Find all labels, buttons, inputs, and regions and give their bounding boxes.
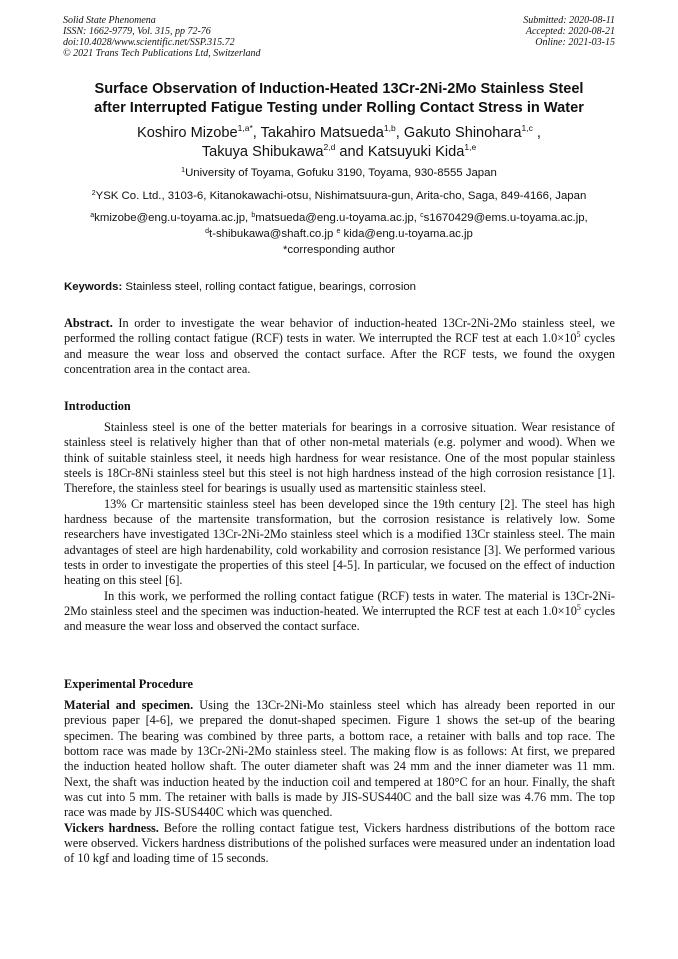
aff-sup: 2 bbox=[91, 190, 96, 197]
material-specimen-label: Material and specimen. bbox=[64, 698, 194, 712]
doi[interactable]: doi:10.4028/www.scientific.net/SSP.315.72 bbox=[63, 37, 235, 48]
intro-p3-text-cont: cycles and measure the wear loss and observed the contact surface. bbox=[64, 604, 615, 634]
email-link[interactable]: t-shibukawa@shaft.co.jp bbox=[209, 228, 337, 240]
author-sup: 1,a* bbox=[237, 123, 253, 133]
author-name: Takahiro Matsueda bbox=[260, 125, 384, 141]
material-specimen-text: Using the 13Cr-2Ni-Mo stainless steel which has already been reported in our previous paper [4-6], we prepared the donut-shaped specimen. Figure 1 shows the set-up of the bearing specimen. The bearing was combined by three parts, a bottom race, a retainer with balls and top race. The bottom race was made by 13Cr-2Ni-2Mo stainless steel. The making flow is as follows: At first, we prepared the induction heated hollow shaft. The outer diameter shaft was 24 mm and the inner diameter was 11 mm. Next, the shaft was induction heated by the induction coil and tempered at 180°C for an hour. Finally, the shaft was cut into 5 mm. The retainer with balls is made by JIS-SUS440C and the ball size was 4.76 mm. The top race was made by JIS-SUS440C which was quenched. bbox=[64, 698, 616, 820]
aff-sup: 1 bbox=[181, 167, 186, 174]
abstract-exponent: 5 bbox=[576, 330, 581, 340]
author-name: Katsuyuki Kida bbox=[367, 144, 465, 160]
abstract-label: Abstract. bbox=[64, 316, 113, 330]
abstract-text-cont: cycles and measure the wear loss and observed the contact surface. After the RCF tests, we found the oxygen concentration area in the contact area. bbox=[64, 331, 615, 377]
intro-paragraph-3 bbox=[64, 589, 615, 635]
keywords-label: Keywords: bbox=[64, 281, 123, 293]
material-specimen-paragraph bbox=[64, 698, 615, 821]
vickers-text: Before the rolling contact fatigue test, Vickers hardness distributions of the bottom race were observed. Vickers hardness distributions of the polished surfaces were measured under an indentation load of 10 kgf and loading time of 15 seconds. bbox=[64, 820, 616, 866]
email-link[interactable]: kida@eng.u-toyama.ac.jp bbox=[340, 228, 473, 240]
dates-info bbox=[523, 15, 615, 48]
procedure-body bbox=[64, 698, 615, 867]
abstract bbox=[64, 316, 615, 377]
author-sup: 2,d bbox=[323, 142, 336, 152]
intro-paragraph-1: Stainless steel is one of the better materials for bearings in a corrosive situation. Wear resistance of stainless steel is relatively higher than that of other non-metal materials (e.g. polymer and wood). When we think of suitable stainless steel, it needs high hardness for wear resistance. One of the most popular stainless steels is 18Cr-8Ni stainless steel but this steel is not high hardness instead of the high corrosion resistance [1]. Therefore, the stainless steel for bearings is usually used as martensitic stainless steel. bbox=[64, 420, 615, 496]
email-line-1 bbox=[40, 210, 638, 226]
introduction-body bbox=[64, 420, 615, 635]
title-line-2: after Interrupted Fatigue Testing under Rolling Contact Stress in Water bbox=[94, 100, 584, 116]
vickers-label: Vickers hardness. bbox=[64, 820, 159, 835]
accepted-date: Accepted: 2020-08-21 bbox=[525, 26, 615, 37]
journal-name: Solid State Phenomena bbox=[63, 15, 156, 26]
keywords-text: Stainless steel, rolling contact fatigue, bearings, corrosion bbox=[122, 281, 417, 293]
author-sup: 1,b bbox=[383, 123, 396, 133]
aff-text: University of Toyama, Gofuku 3190, Toyama, 930-8555 Japan bbox=[185, 167, 497, 179]
email-link[interactable]: kmizobe@eng.u-toyama.ac.jp, bbox=[94, 212, 252, 224]
corresponding-author: *corresponding author bbox=[282, 244, 396, 256]
email-sup: e bbox=[336, 228, 341, 235]
email-link[interactable]: matsueda@eng.u-toyama.ac.jp, bbox=[255, 212, 421, 224]
email-line-2 bbox=[40, 226, 638, 242]
author-name: Koshiro Mizobe bbox=[137, 125, 238, 141]
author-sep: and bbox=[335, 144, 368, 160]
authors-line-1 bbox=[40, 124, 638, 143]
intro-p3-exponent: 5 bbox=[576, 603, 581, 613]
issn: ISSN: 1662-9779, Vol. 315, pp 72-76 bbox=[63, 26, 211, 37]
affiliation-2 bbox=[40, 188, 638, 204]
author-sup: 1,e bbox=[464, 142, 477, 152]
vickers-paragraph bbox=[64, 821, 615, 867]
paper-title bbox=[40, 80, 638, 118]
abstract-text: In order to investigate the wear behavior of induction-heated 13Cr-2Ni-2Mo stainless steel, we performed the rolling contact fatigue (RCF) tests in water. We interrupted the RCF test at each 1.0×10 bbox=[64, 316, 615, 346]
email-link[interactable]: s1670429@ems.u-toyama.ac.jp, bbox=[423, 212, 588, 224]
journal-info bbox=[63, 15, 261, 59]
author-list bbox=[40, 124, 638, 162]
author-name: Takuya Shibukawa bbox=[201, 144, 324, 160]
aff-text: YSK Co. Ltd., 3103-6, Kitanokawachi-otsu, Nishimatsuura-gun, Arita-cho, Saga, 849-4166, Japan bbox=[95, 190, 587, 202]
intro-paragraph-2: 13% Cr martensitic stainless steel has been developed since the 19th century [2]. The steel has high hardness because of the martensite transformation, but the corrosion resistance is relatively low. Some researchers have investigated 13Cr-2Ni-2Mo stainless steel which is a modified 13Cr stainless steel. The main advantages of steel are high hardenability, cold workability and corrosion resistance [3]. We performed various tests in order to investigate the properties of this steel [4-5]. In particular, we focused on the effect of induction heating on this steel [6]. bbox=[64, 496, 615, 588]
keywords bbox=[64, 279, 416, 295]
email-sup: a bbox=[90, 212, 95, 219]
author-sup: 1,c bbox=[521, 123, 533, 133]
email-sup: d bbox=[205, 228, 210, 235]
online-date: Online: 2021-03-15 bbox=[535, 37, 615, 48]
email-sup: b bbox=[251, 212, 256, 219]
affiliation-1 bbox=[40, 165, 638, 181]
copyright: © 2021 Trans Tech Publications Ltd, Switzerland bbox=[63, 48, 261, 59]
author-sep: , bbox=[252, 125, 261, 141]
submitted-date: Submitted: 2020-08-11 bbox=[523, 15, 615, 26]
authors-line-2 bbox=[40, 143, 638, 162]
introduction-heading: Introduction bbox=[64, 399, 131, 413]
author-sep: , bbox=[532, 125, 541, 141]
title-line-1: Surface Observation of Induction-Heated 13Cr-2Ni-2Mo Stainless Steel bbox=[94, 81, 584, 97]
intro-p3-text: In this work, we performed the rolling contact fatigue (RCF) tests in water. The material is 13Cr-2Ni-2Mo stainless steel and the specimen was induction-heated. We interrupted the RCF test at each 1.0×10 bbox=[64, 588, 615, 619]
author-name: Gakuto Shinohara bbox=[403, 125, 522, 141]
procedure-heading: Experimental Procedure bbox=[64, 677, 193, 691]
author-sep: , bbox=[395, 125, 404, 141]
email-sup: c bbox=[420, 212, 424, 219]
